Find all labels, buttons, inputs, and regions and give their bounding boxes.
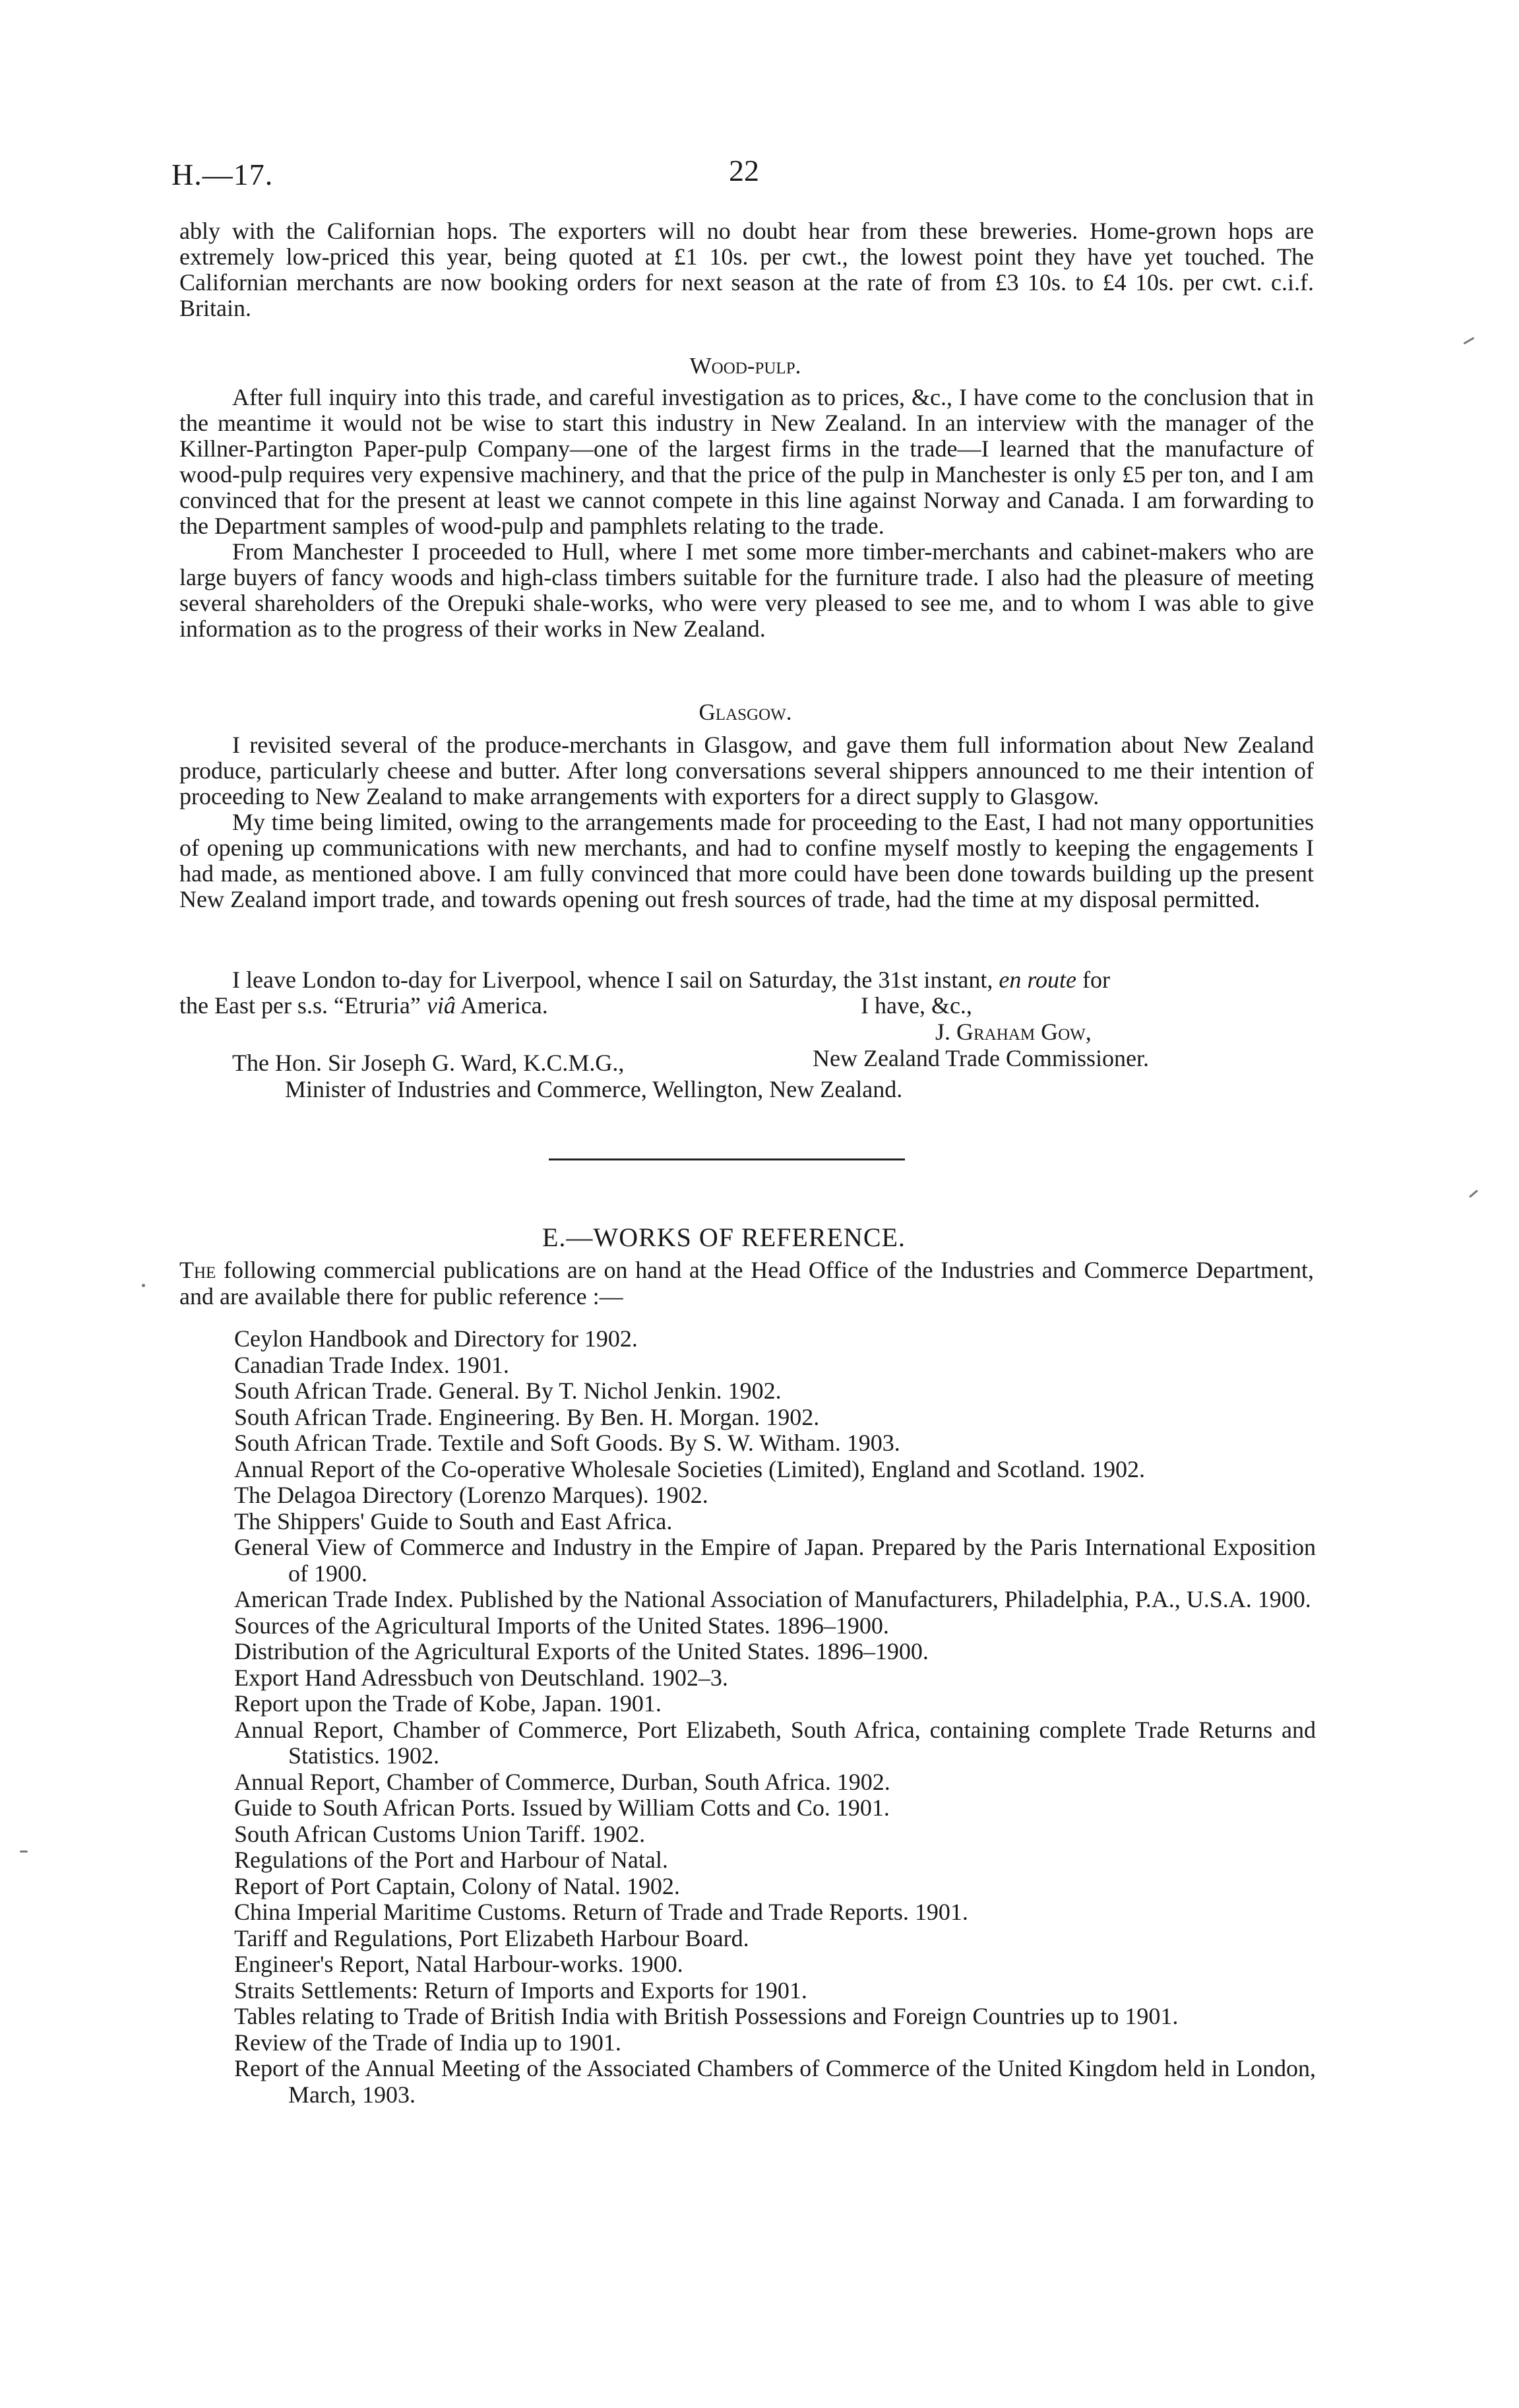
intro-text: following commercial publications are on hand at the Head Office of the Industries and Commerce Department, and are available there for public reference :—	[179, 1257, 1315, 1310]
list-item: American Trade Index. Published by the National Association of Manufacturers, Philadelphia, P.A., U.S.A. 1900.	[234, 1586, 1311, 1612]
list-item: Report upon the Trade of Kobe, Japan. 1901.	[234, 1690, 662, 1717]
closing-end: for	[1082, 966, 1110, 993]
signature-title: New Zealand Trade Commissioner.	[813, 1045, 1149, 1071]
list-item: Straits Settlements: Return of Imports and Exports for 1901.	[234, 1977, 807, 2004]
works-intro	[179, 1257, 1314, 1310]
list-item: Sources of the Agricultural Imports of the United States. 1896–1900.	[234, 1612, 889, 1639]
heading-glasgow: Glasgow.	[698, 699, 792, 725]
paragraph-hull: From Manchester I proceeded to Hull, where I met some more timber-merchants and cabinet-makers who are large buyers of fancy woods and high-class timbers suitable for the furniture trade. I also had the pleasure of meeting several shareholders of the Orepuki shale-works, who were very pleased to see me, and to whom I was able to give information as to the progress of their works in New Zealand.	[179, 538, 1314, 642]
closing-line-1	[232, 966, 1314, 994]
paragraph-hops: ably with the Californian hops. The exporters will no doubt hear from these breweries. Home-grown hops are extremely low-priced this year, being quoted at £1 10s. per cwt., the lowest point they have yet touched. The Californian merchants are now booking orders for next season at the rate of from £3 10s. to £4 10s. per cwt. c.i.f. Britain.	[179, 218, 1314, 321]
list-item: South African Trade. General. By T. Nichol Jenkin. 1902.	[234, 1378, 782, 1404]
addressee-line-2: Minister of Industries and Commerce, Wellington, New Zealand.	[285, 1076, 903, 1102]
closing-italic: en route	[999, 966, 1076, 993]
scan-mark	[20, 1851, 28, 1853]
list-item: Report of the Annual Meeting of the Associated Chambers of Commerce of the United Kingdom held in London, March, 1903.	[234, 2055, 1316, 2108]
list-item: Distribution of the Agricultural Exports of the United States. 1896–1900.	[234, 1638, 929, 1664]
page-number: 22	[729, 154, 759, 187]
scan-mark	[1469, 1189, 1478, 1198]
list-item: South African Customs Union Tariff. 1902.	[234, 1820, 646, 1847]
closing-text: I leave London to-day for Liverpool, whence I sail on Saturday, the 31st instant,	[232, 966, 993, 993]
list-item: Tables relating to Trade of British India with British Possessions and Foreign Countries up to 1901.	[234, 2003, 1179, 2029]
closing-line2-text: the East per s.s. “Etruria”	[179, 992, 421, 1019]
list-item: South African Trade. Textile and Soft Goods. By S. W. Witham. 1903.	[234, 1430, 900, 1456]
list-item: Tariff and Regulations, Port Elizabeth Harbour Board.	[234, 1924, 749, 1951]
top-text-block	[179, 218, 1314, 321]
list-item: Engineer's Report, Natal Harbour-works. 1900.	[234, 1951, 683, 1977]
section-title-works-of-reference: E.—WORKS OF REFERENCE.	[542, 1222, 906, 1252]
closing-line2-italic: viâ	[426, 992, 456, 1019]
section-divider	[549, 1158, 905, 1160]
wood-pulp-section	[179, 385, 1314, 642]
signature-salutation: I have, &c.,	[861, 992, 972, 1019]
list-item: Annual Report of the Co-operative Wholesale Societies (Limited), England and Scotland. 1902.	[234, 1455, 1145, 1482]
document-id: H.—17.	[171, 158, 274, 191]
list-item: Annual Report, Chamber of Commerce, Durban, South Africa. 1902.	[234, 1768, 890, 1795]
paragraph-time-limited: My time being limited, owing to the arrangements made for proceeding to the East, I had not many opportunities of opening up communications with new merchants, and had to confine myself mostly to keeping the engagements I had made, as mentioned above. I am fully convinced that more could have been done towards building up the present New Zealand import trade, and towards opening out fresh sources of trade, had the time at my disposal permitted.	[179, 809, 1314, 912]
list-item: China Imperial Maritime Customs. Return of Trade and Trade Reports. 1901.	[234, 1899, 968, 1925]
list-item: The Shippers' Guide to South and East Africa.	[234, 1507, 673, 1535]
paragraph-wood-pulp: After full inquiry into this trade, and careful investigation as to prices, &c., I have come to the conclusion that in the meantime it would not be wise to start this industry in New Zealand. In an interview with the manager of the Killner-Partington Paper-pulp Company—one of the largest firms in the trade—I learned that the manufacture of wood-pulp requires very expensive machinery, and that the price of the pulp in Manchester is only £5 per ton, and I am convinced that for the present at least we cannot compete in this line against Norway and Canada. I am forwarding to the Department samples of wood-pulp and pamphlets relating to the trade.	[179, 384, 1314, 539]
list-item: Annual Report, Chamber of Commerce, Port Elizabeth, South Africa, containing complete Trade Returns and Statistics. 1902.	[234, 1716, 1316, 1769]
list-item: Regulations of the Port and Harbour of Natal.	[234, 1847, 668, 1873]
heading-wood-pulp: Wood-pulp.	[689, 353, 801, 379]
list-item: Review of the Trade of India up to 1901.	[234, 2029, 621, 2056]
closing-line-2	[179, 992, 548, 1019]
signature-name: J. Graham Gow,	[935, 1019, 1092, 1045]
list-item: Export Hand Adressbuch von Deutschland. 1902–3.	[234, 1664, 728, 1691]
list-item: Report of Port Captain, Colony of Natal. 1902.	[234, 1872, 680, 1899]
reference-list	[234, 1326, 1316, 2108]
list-item: Canadian Trade Index. 1901.	[234, 1351, 509, 1378]
list-item: General View of Commerce and Industry in the Empire of Japan. Prepared by the Paris International Exposition of 1900.	[234, 1534, 1316, 1587]
closing-line2-end: America.	[460, 992, 548, 1019]
scan-mark	[142, 1284, 145, 1287]
list-item: Ceylon Handbook and Directory for 1902.	[234, 1325, 638, 1352]
scan-mark	[1463, 337, 1474, 345]
addressee-line-1: The Hon. Sir Joseph G. Ward, K.C.M.G.,	[232, 1050, 625, 1076]
paragraph-glasgow: I revisited several of the produce-merchants in Glasgow, and gave them full information about New Zealand produce, particularly cheese and butter. After long conversations several shippers announced to me their intention of proceeding to New Zealand to make arrangements with exporters for a direct supply to Glasgow.	[179, 732, 1314, 809]
glasgow-section	[179, 732, 1314, 912]
list-item: Guide to South African Ports. Issued by William Cotts and Co. 1901.	[234, 1794, 890, 1821]
intro-lead: The	[179, 1257, 216, 1283]
list-item: The Delagoa Directory (Lorenzo Marques). 1902.	[234, 1482, 708, 1508]
list-item: South African Trade. Engineering. By Ben. H. Morgan. 1902.	[234, 1403, 820, 1430]
